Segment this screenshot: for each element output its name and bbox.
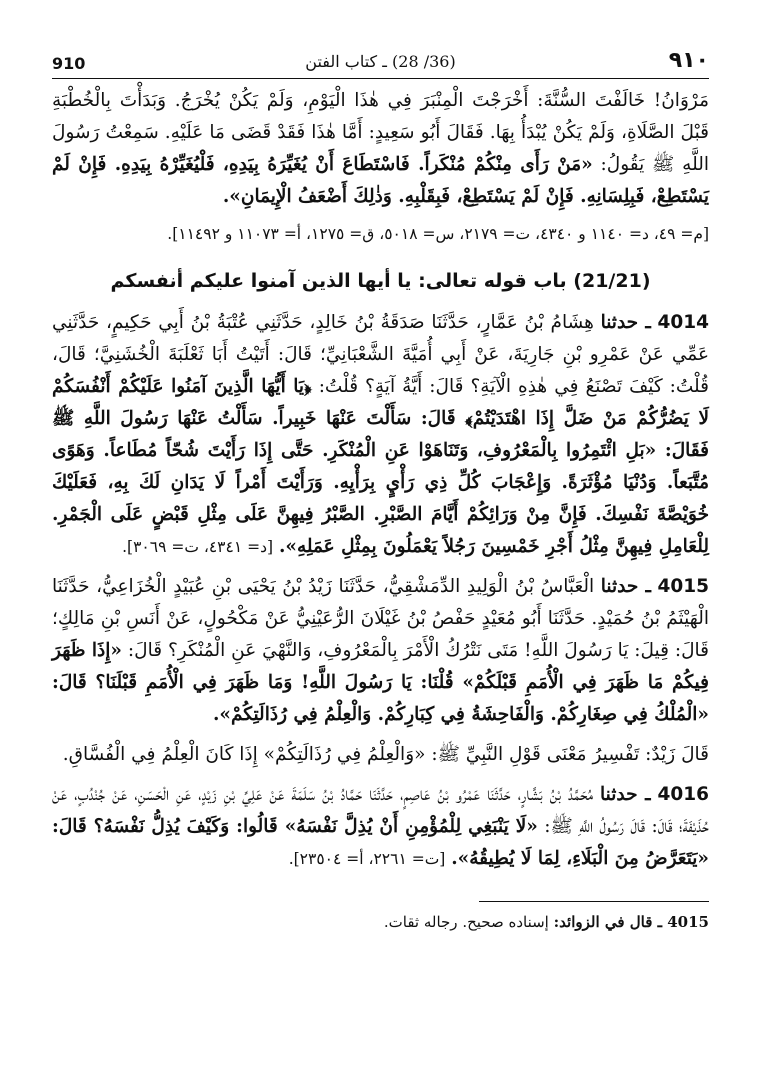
hadith-4016 xyxy=(52,779,709,875)
zaid-note: قَالَ زَيْدٌ: تَفْسِيرُ مَعْنَى قَوْلِ النَّبِيِّ ﷺ: «وَالْعِلْمُ فِي رُذَالَتِكُمْ» إِذَا كَانَ الْعِلْمُ فِي الْفُسَّاقِ. xyxy=(62,744,709,765)
hadith-prefix: ـ حدثنا xyxy=(600,312,651,333)
page-number-latin: 910 xyxy=(52,54,86,73)
hadith-text: الْعَبَّاسُ بْنُ الْوَلِيدِ الدِّمَشْقِيُّ، حَدَّثَنَا زَيْدُ بْنُ يَحْيَى بْنِ عُبَيْدٍ الْخُزَاعِيُّ، حَدَّثَنَا الْهَيْثَمُ بْنُ حُمَيْدٍ. حَدَّثَنَا أَبُو مُعَيْدٍ حَفْصُ بْنُ غَيْلَانَ الرُّعَيْنِيُّ عَنْ مَكْحُولٍ، عَنْ أَنَسِ بْنِ مَالِكٍ؛ قَالَ: قِيلَ: يَا رَسُولَ اللَّهِ! مَتَى نَتْرُكُ الْأَمْرَ بِالْمَعْرُوفِ، وَالنَّهْيَ عَنِ الْمُنْكَرِ؟ قَالَ: xyxy=(52,576,709,661)
intro-quote: «مَنْ رَأَى مِنْكُمْ مُنْكَراً. فَاسْتَطَاعَ أَنْ يُغَيِّرَهُ بِيَدِهِ، فَلْيُغَيِّرْهُ بِيَدِهِ. فَإِنْ لَمْ يَسْتَطِعْ، فَبِلِسَانِهِ. فَإِنْ لَمْ يَسْتَطِعْ، فَبِقَلْبِهِ. وَذٰلِكَ أَضْعَفُ الْإِيمَانِ». xyxy=(52,154,709,207)
hadith-number: 4015 xyxy=(657,576,710,597)
hadith-prefix: ـ حدثنا xyxy=(600,784,651,805)
hadith-4014 xyxy=(52,307,709,563)
intro-text: مَرْوَانُ! خَالَفْتَ السُّنَّةَ: أَخْرَجْتَ الْمِنْبَرَ فِي هٰذَا الْيَوْمِ، وَلَمْ يَكُنْ يُخْرَجُ. وَبَدَأْتَ بِالْخُطْبَةِ قَبْلَ الصَّلَاةِ، وَلَمْ يَكُنْ يُبْدَأُ بِهَا. فَقَالَ أَبُو سَعِيدٍ: أَمَّا هٰذَا فَقَدْ قَضَى مَا عَلَيْهِ. سَمِعْتُ رَسُولَ اللَّهِ ﷺ يَقُولُ: xyxy=(52,90,710,175)
hadith-number: 4016 xyxy=(657,784,709,805)
chapter-title: (21/21) باب قوله تعالى: يا أيها الذين آمنوا عليكم أنفسكم xyxy=(110,270,651,292)
hadith-reference: [د= ٤٣٤١، ت= ٣٠٦٩]. xyxy=(122,538,274,556)
page-number-arabic: ٩١٠ xyxy=(668,48,709,73)
hadith-quote: «إِذَا ظَهَرَ فِيكُمْ مَا ظَهَرَ فِي الْأُمَمِ قَبْلَكُمْ» قُلْنَا: يَا رَسُولَ اللَّهِ! وَمَا ظَهَرَ فِي الْأُمَمِ قَبْلَنَا؟ قَالَ: «الْمُلْكُ فِي صِغَارِكُمْ. وَالْفَاحِشَةُ فِي كِبَارِكُمْ. وَالْعِلْمُ فِي رُذَالَتِكُمْ». xyxy=(52,640,709,725)
hadith-reference: [ت= ٢٢٦١، أ= ٢٣٥٠٤]. xyxy=(288,850,446,868)
header-rule xyxy=(52,78,709,79)
hadith-quote: ﴿يَا أَيُّهَا الَّذِينَ آمَنُوا عَلَيْكُمْ أَنْفُسَكُمْ لَا يَضُرُّكُمْ مَنْ ضَلَّ إِذَا اهْتَدَيْتُمْ﴾ قَالَ: سَأَلْتَ عَنْهَا خَبِيراً. سَأَلْتُ عَنْهَا رَسُولَ اللَّهِ ﷺ فَقَالَ: «بَلِ ائْتَمِرُوا بِالْمَعْرُوفِ، وَتَنَاهَوْا عَنِ الْمُنْكَرِ. حَتَّى إِذَا رَأَيْتَ شُحّاً مُطَاعاً. وَهَوًى مُتَّبَعاً. وَدُنْيَا مُؤْثَرَةً. وَإِعْجَابَ كُلِّ ذِي رَأْيٍ بِرَأْيِهِ. وَرَأَيْتَ أَمْراً لَا يَدَانِ لَكَ بِهِ، فَعَلَيْكَ خُوَيْصَّةَ نَفْسِكَ. فَإِنَّ مِنْ وَرَائِكُمْ أَيَّامَ الصَّبْرِ. الصَّبْرُ فِيهِنَّ عَلَى مِثْلِ قَبْضٍ عَلَى الْجَمْرِ. لِلْعَامِلِ فِيهِنَّ مِثْلُ أَجْرِ خَمْسِينَ رَجُلاً يَعْمَلُونَ بِمِثْلِ عَمَلِهِ». xyxy=(52,376,709,557)
hadith-quote: «لَا يَنْبَغِي لِلْمُؤْمِنِ أَنْ يُذِلَّ نَفْسَهُ» قَالُوا: وَكَيْفَ يُذِلُّ نَفْسَهُ؟ قَالَ: «يَتَعَرَّضُ مِنَ الْبَلَاءِ، لِمَا لَا يُطِيقُهُ». xyxy=(52,816,709,869)
intro-paragraph xyxy=(52,85,709,213)
footnote xyxy=(52,910,709,934)
running-title: (36/ 28) ـ كتاب الفتن xyxy=(305,52,456,71)
hadith-4015 xyxy=(52,571,709,731)
hadith-text: مُحَمَّدُ بْنُ بَشَّارٍ، حَدَّثَنَا عَمْرُو بْنُ عَاصِمٍ، حَدَّثَنَا حَمَّادُ بْنُ سَلَمَةَ عَنْ عَلِيِّ بْنِ زَيْدٍ، عَنِ الْحَسَنِ، عَنْ جُنْدُبٍ، عَنْ حُذَيْفَةَ؛ قَالَ: قَالَ رَسُولُ اللَّهِ ﷺ: xyxy=(52,784,709,837)
intro-reference: [م= ٤٩، د= ١١٤٠ و ٤٣٤٠، ت= ٢١٧٩، س= ٥٠١٨، ق= ١٢٧٥، أ= ١١٠٧٣ و ١١٤٩٢]. xyxy=(167,225,709,243)
footnote-text: إسناده صحيح. رجاله ثقات. xyxy=(383,913,549,931)
page-header xyxy=(52,40,709,74)
footnote-rule xyxy=(479,901,709,902)
hadith-number: 4014 xyxy=(657,312,709,333)
footnote-label: 4015 ـ قال في الزوائد: xyxy=(553,913,709,931)
hadith-text: هِشَامُ بْنُ عَمَّارٍ، حَدَّثَنَا صَدَقَةُ بْنُ خَالِدٍ، حَدَّثَنِي عُتْبَةُ بْنُ أَبِي حَكِيمٍ، حَدَّثَنِي عَمِّي عَنْ عَمْرِو بْنِ جَارِيَةَ، عَنْ أَبِي أُمَيَّةَ الشَّعْبَانِيِّ؛ قَالَ: أَتَيْتُ أَبَا ثَعْلَبَةَ الْخُشَنِيَّ؛ قَالَ، قُلْتُ: كَيْفَ تَصْنَعُ فِي هٰذِهِ الْآيَةِ؟ قَالَ: أَيَّةُ آيَةٍ؟ قُلْتُ: xyxy=(52,312,709,397)
main-text xyxy=(52,85,709,875)
hadith-prefix: ـ حدثنا xyxy=(600,576,651,597)
